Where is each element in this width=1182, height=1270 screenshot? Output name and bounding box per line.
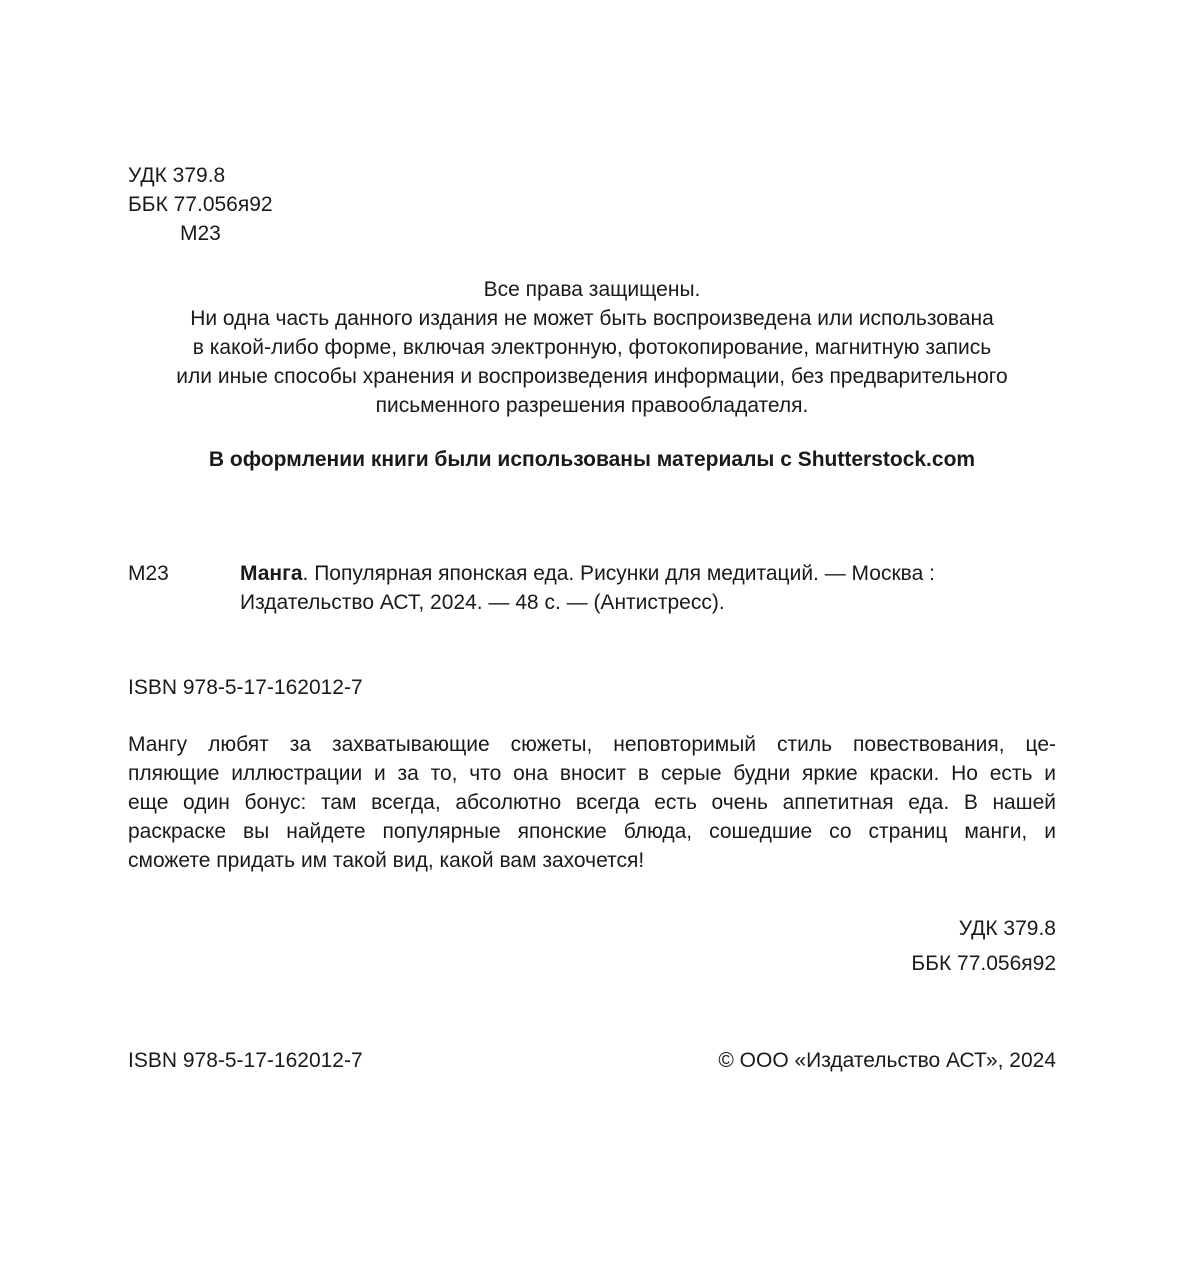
annotation-line: Мангу любят за захватывающие сюжеты, неповторимый стиль повествования, це-	[128, 733, 1056, 756]
rights-line: Все права защищены.	[483, 278, 701, 301]
classification-codes-top	[128, 161, 273, 248]
bbk-code: ББК 77.056я92	[128, 193, 273, 216]
rights-line: в какой-либо форме, включая электронную, фотокопирование, магнитную запись	[192, 336, 992, 359]
rights-line: или иные способы хранения и воспроизведения информации, без предварительного	[176, 365, 1008, 388]
rights-notice	[128, 275, 1056, 420]
image-credit: В оформлении книги были использованы материалы с Shutterstock.com	[208, 448, 976, 471]
isbn-footer: ISBN 978-5-17-162012-7	[128, 1049, 363, 1072]
annotation-paragraph	[128, 730, 1056, 875]
udk-code: УДК 379.8	[958, 917, 1056, 940]
classification-codes-bottom	[911, 911, 1056, 981]
bibliographic-line-2: Издательство АСТ, 2024. — 48 с. — (Антистресс).	[240, 591, 725, 614]
author-mark: М23	[180, 222, 221, 245]
bibliographic-line-1-rest: . Популярная японская еда. Рисунки для медитаций. — Москва :	[302, 562, 935, 585]
udk-code: УДК 379.8	[128, 164, 226, 187]
bibliographic-code: М23	[128, 562, 169, 585]
rights-line: письменного разрешения правообладателя.	[375, 394, 809, 417]
annotation-line: еще один бонус: там всегда, абсолютно всегда есть очень аппетитная еда. В нашей	[128, 791, 1056, 814]
bibliographic-description	[240, 559, 1040, 617]
annotation-line: раскраске вы найдете популярные японские блюда, сошедшие со страниц манги, и	[128, 820, 1056, 843]
isbn-main: ISBN 978-5-17-162012-7	[128, 676, 363, 699]
annotation-line: пляющие иллюстрации и за то, что она вносит в серые будни яркие краски. Но есть и	[128, 762, 1056, 785]
rights-line: Ни одна часть данного издания не может быть воспроизведена или использована	[190, 307, 994, 330]
copyright-notice: © ООО «Издательство АСТ», 2024	[718, 1049, 1056, 1072]
bibliographic-line-1	[240, 559, 1040, 588]
bbk-code: ББК 77.056я92	[911, 952, 1056, 975]
annotation-line: сможете придать им такой вид, какой вам захочется!	[128, 849, 645, 872]
book-title: Манга	[240, 562, 303, 585]
